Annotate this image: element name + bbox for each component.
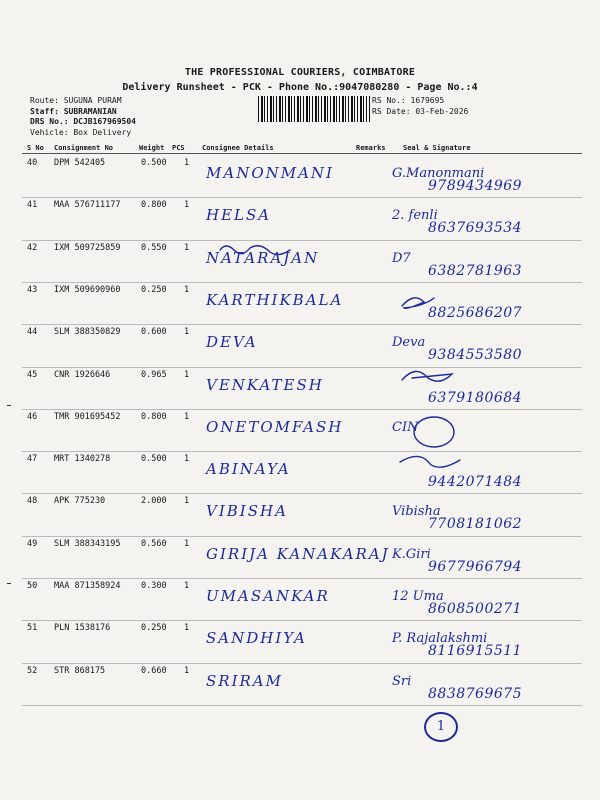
serial-number: 42 xyxy=(27,242,38,253)
consignee-name: KARTHIKBALA xyxy=(206,290,344,309)
weight: 0.250 xyxy=(141,623,167,634)
col-remarks: Remarks xyxy=(356,144,386,152)
rs-date: RS Date: 03-Feb-2026 xyxy=(372,106,469,116)
consignment-number: SLM 388350829 xyxy=(54,327,121,338)
weight: 0.550 xyxy=(141,242,167,253)
weight: 0.965 xyxy=(141,369,167,380)
phone-number: 8116915511 xyxy=(428,643,523,660)
row-divider xyxy=(22,324,582,325)
serial-number: 45 xyxy=(27,369,38,380)
sig-scribble-47 xyxy=(400,456,460,467)
phone-number: 8608500271 xyxy=(428,601,523,617)
pieces: 1 xyxy=(184,496,190,507)
phone-number: 9442071484 xyxy=(428,474,523,491)
row-divider xyxy=(22,705,582,706)
consignment-number: IXM 509690960 xyxy=(54,284,121,295)
consignee-name: MANONMANI xyxy=(206,164,334,182)
row-divider xyxy=(22,367,582,368)
col-sno: S No xyxy=(27,144,44,152)
consignee-name: VIBISHA xyxy=(206,502,288,521)
consignee-name: ABINAYA xyxy=(206,460,291,479)
signature: G.Manonmani xyxy=(392,166,485,181)
pieces: 1 xyxy=(184,158,190,168)
row-divider xyxy=(22,663,582,664)
consignment-number: PLN 1538176 xyxy=(54,623,111,634)
serial-number: 41 xyxy=(27,200,38,211)
consignment-number: SLM 388343195 xyxy=(54,538,121,549)
consignment-number: STR 868175 xyxy=(54,665,106,676)
phone-number: 6379180684 xyxy=(428,389,523,406)
signature: Sri xyxy=(392,673,412,689)
page-mark: 1 xyxy=(424,712,458,742)
margin-mark xyxy=(7,583,11,584)
consignee-name: HELSA xyxy=(206,206,272,225)
phone-number: 6382781963 xyxy=(428,262,523,279)
serial-number: 52 xyxy=(27,665,38,676)
row-divider xyxy=(22,240,582,241)
signature: CIN xyxy=(392,419,419,435)
phone-number: 9384553580 xyxy=(428,347,523,364)
pieces: 1 xyxy=(184,242,190,253)
consignment-number: APK 775230 xyxy=(54,496,106,507)
consignment-number: MRT 1340278 xyxy=(54,454,111,465)
serial-number: 44 xyxy=(27,327,38,338)
signature: K.Giri xyxy=(392,546,431,562)
signature: Deva xyxy=(392,335,426,351)
consignee-name: DEVA xyxy=(206,333,258,352)
consignee-name: ONETOMFASH xyxy=(206,417,344,436)
phone-number: 8637693534 xyxy=(428,220,523,237)
weight: 2.000 xyxy=(141,496,167,507)
company-title: THE PROFESSIONAL COURIERS, COIMBATORE xyxy=(184,67,416,78)
serial-number: 49 xyxy=(27,538,38,549)
serial-number: 47 xyxy=(27,454,38,465)
phone-number: 9677966794 xyxy=(428,558,523,575)
col-seal: Seal & Signature xyxy=(403,144,471,152)
pieces: 1 xyxy=(184,623,190,634)
vehicle: Vehicle: Box Delivery xyxy=(30,127,132,137)
pieces: 1 xyxy=(184,284,190,295)
consignment-number: IXM 509725859 xyxy=(54,242,121,253)
weight: 0.300 xyxy=(141,581,167,591)
signature: 2. fenli xyxy=(392,208,438,224)
row-divider xyxy=(22,197,582,198)
drs-number: DRS No.: DCJB167969504 xyxy=(30,117,136,127)
signature: 12 Uma xyxy=(392,589,444,604)
signature: D7 xyxy=(392,250,411,266)
weight: 0.250 xyxy=(141,284,167,295)
consignment-number: TMR 901695452 xyxy=(54,411,121,422)
col-pcs: PCS xyxy=(172,144,185,152)
runsheet-subtitle: Delivery Runsheet - PCK - Phone No.:9047080280 - Page No.:4 xyxy=(122,82,478,93)
phone-number: 7708181062 xyxy=(428,516,523,533)
serial-number: 43 xyxy=(27,284,38,295)
pieces: 1 xyxy=(184,538,190,549)
consignment-number: MAA 871358924 xyxy=(54,581,121,591)
pieces: 1 xyxy=(184,581,190,591)
row-divider xyxy=(22,578,582,579)
consignee-name: UMASANKAR xyxy=(206,587,330,605)
row-divider xyxy=(22,620,582,621)
weight: 0.600 xyxy=(141,327,167,338)
row-divider xyxy=(22,451,582,452)
pieces: 1 xyxy=(184,327,190,338)
consignee-name: VENKATESH xyxy=(206,375,324,394)
serial-number: 51 xyxy=(27,623,38,634)
col-weight: Weight xyxy=(139,144,165,152)
pieces: 1 xyxy=(184,411,190,422)
consignment-number: CNR 1926646 xyxy=(54,369,111,380)
pieces: 1 xyxy=(184,454,190,465)
row-divider xyxy=(22,282,582,283)
row-divider xyxy=(22,409,582,410)
row-divider xyxy=(22,493,582,494)
consignee-name: GIRIJA KANAKARAJ xyxy=(206,544,390,563)
serial-number: 50 xyxy=(27,581,38,591)
sig-scribble-45 xyxy=(402,371,452,381)
phone-number: 9789434969 xyxy=(428,178,523,194)
weight: 0.800 xyxy=(141,411,167,422)
serial-number: 40 xyxy=(27,158,38,168)
serial-number: 46 xyxy=(27,411,38,422)
cin-stamp xyxy=(414,417,454,447)
col-consignee: Consignee Details xyxy=(202,144,274,152)
weight: 0.500 xyxy=(141,158,167,168)
phone-number: 8838769675 xyxy=(428,685,523,702)
weight: 0.560 xyxy=(141,538,167,549)
col-consignment: Consignment No xyxy=(54,144,114,152)
pieces: 1 xyxy=(184,369,190,380)
consignee-name: NATARAJAN xyxy=(206,248,320,267)
phone-number: 8825686207 xyxy=(428,304,523,321)
weight: 0.800 xyxy=(141,200,167,211)
signature: Vibisha xyxy=(392,504,441,520)
consignment-number: MAA 576711177 xyxy=(54,200,121,211)
weight: 0.660 xyxy=(141,665,167,676)
pieces: 1 xyxy=(184,665,190,676)
weight: 0.500 xyxy=(141,454,167,465)
row-divider xyxy=(22,536,582,537)
consignee-name: SANDHIYA xyxy=(206,629,307,648)
staff: Staff: SUBRAMANIAN xyxy=(30,106,117,116)
pieces: 1 xyxy=(184,200,190,211)
rs-number: RS No.: 1679695 xyxy=(372,96,445,105)
consignee-name: SRIRAM xyxy=(206,671,283,690)
route: Route: SUGUNA PURAM xyxy=(30,96,122,105)
signature: P. Rajalakshmi xyxy=(392,631,488,647)
serial-number: 48 xyxy=(27,496,38,507)
consignment-number: DPM 542405 xyxy=(54,158,106,168)
margin-mark xyxy=(7,405,11,406)
